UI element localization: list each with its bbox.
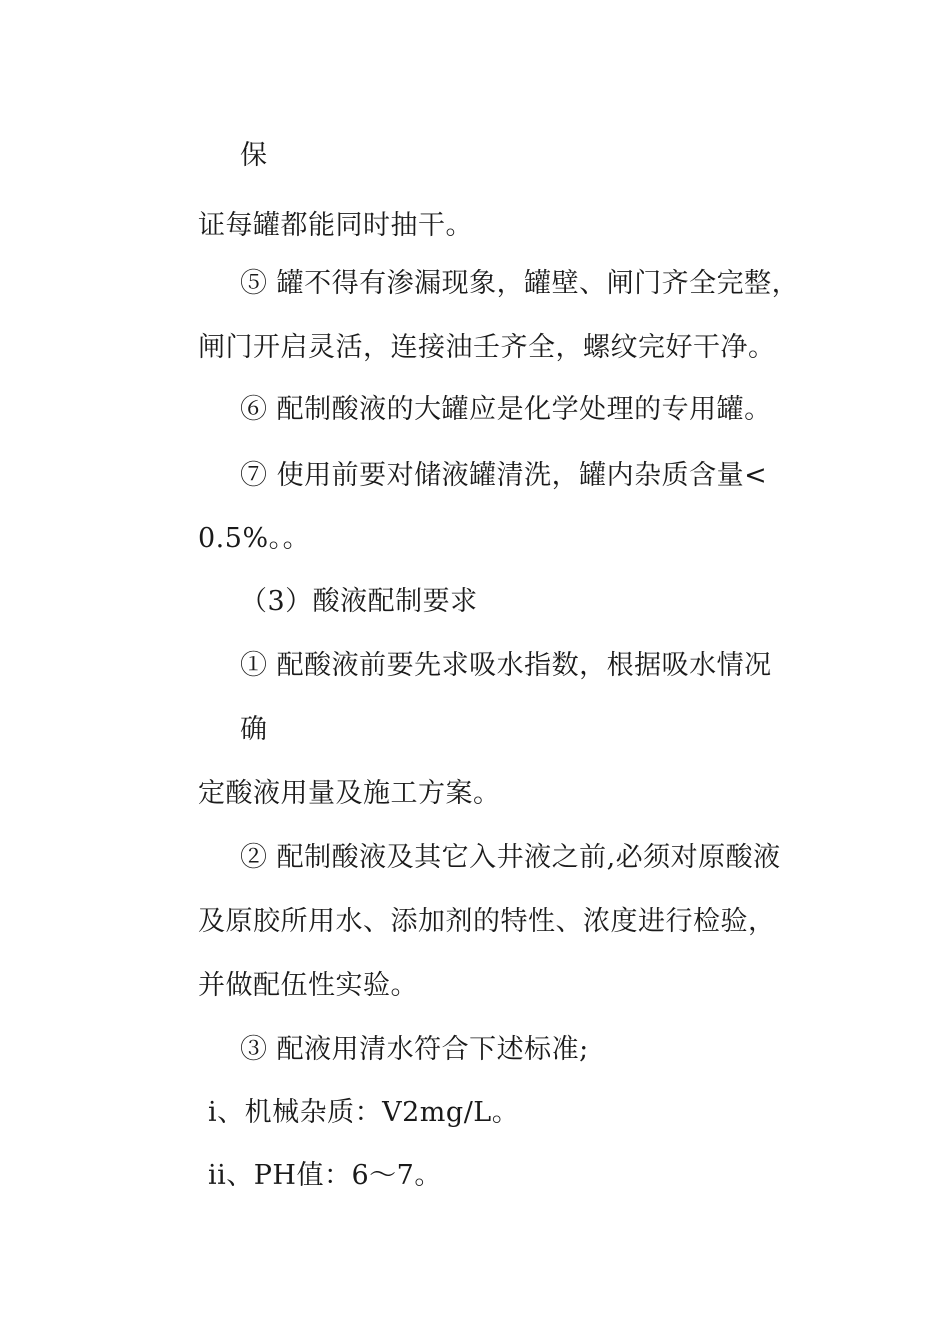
text-line: 及原胶所用水、添加剂的特性、浓度进行检验， <box>198 906 776 937</box>
section-heading: （3）酸液配制要求 <box>240 586 478 617</box>
list-item: ii、PH值：6〜7。 <box>208 1160 442 1191</box>
text-line: 闸门开启灵活，连接油壬齐全，螺纹完好干净。 <box>198 332 776 363</box>
text-line: ⑤ 罐不得有渗漏现象，罐壁、闸门齐全完整， <box>240 268 800 299</box>
text-line: ② 配制酸液及其它入井液之前,必须对原酸液 <box>240 842 781 873</box>
text-line: 保 <box>240 140 268 171</box>
text-line: 0.5%。。 <box>198 523 311 554</box>
text-line: 确 <box>240 714 268 745</box>
list-item: i、机械杂质：V2mg/L。 <box>208 1097 520 1128</box>
text-line: 证每罐都能同时抽干。 <box>198 210 473 241</box>
text-line: ⑦ 使用前要对储液罐清洗，罐内杂质含量< <box>240 460 768 491</box>
text-line: 并做配伍性实验。 <box>198 970 418 1001</box>
text-line: ⑥ 配制酸液的大罐应是化学处理的专用罐。 <box>240 394 772 425</box>
text-line: ① 配酸液前要先求吸水指数，根据吸水情况 <box>240 650 772 681</box>
text-line: 定酸液用量及施工方案。 <box>198 778 501 809</box>
text-line: ③ 配液用清水符合下述标准; <box>240 1034 589 1065</box>
